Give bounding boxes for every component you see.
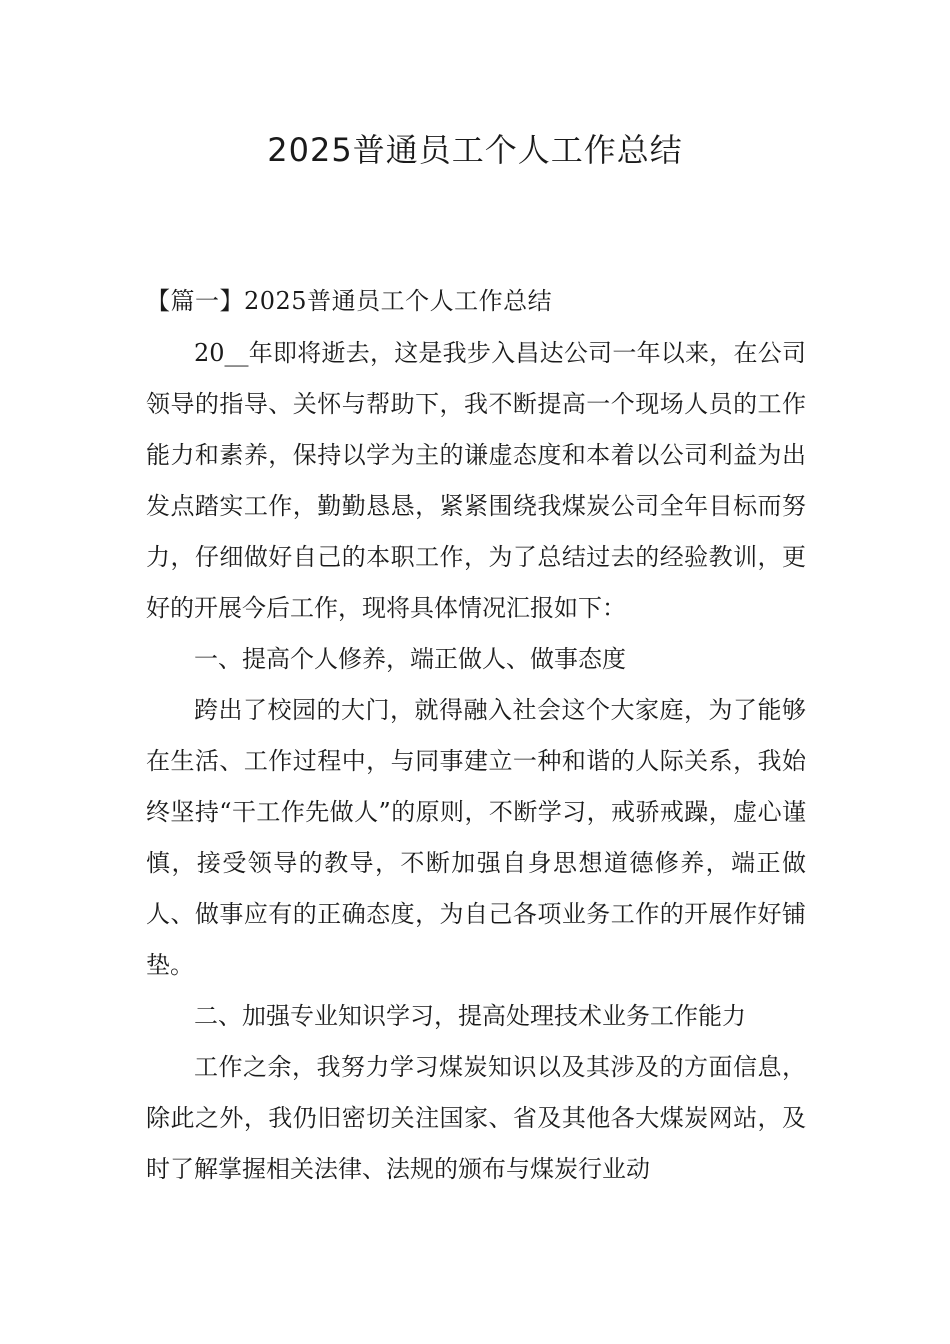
document-body [146, 278, 806, 1195]
paragraph-two: 工作之余，我努力学习煤炭知识以及其涉及的方面信息，除此之外，我仍旧密切关注国家、省及其他各大煤炭网站，及时了解掌握相关法律、法规的颁布与煤炭行业动 [146, 1053, 806, 1183]
section-heading: 【篇一】2025普通员工个人工作总结 [146, 287, 553, 315]
subheading-one: 一、提高个人修养，端正做人、做事态度 [194, 645, 626, 673]
paragraph-intro: 20__年即将逝去，这是我步入昌达公司一年以来，在公司领导的指导、关怀与帮助下，我不断提高一个现场人员的工作能力和素养，保持以学为主的谦虚态度和本着以公司利益为出发点踏实工作，勤勤恳恳，紧紧围绕我煤炭公司全年目标而努力，仔细做好自己的本职工作，为了总结过去的经验教训，更好的开展今后工作，现将具体情况汇报如下： [146, 339, 806, 622]
document-title: 2025普通员工个人工作总结 [267, 131, 683, 169]
paragraph-one: 跨出了校园的大门，就得融入社会这个大家庭，为了能够在生活、工作过程中，与同事建立一种和谐的人际关系，我始终坚持“干工作先做人”的原则，不断学习，戒骄戒躁，虚心谨慎，接受领导的教导，不断加强自身思想道德修养，端正做人、做事应有的正确态度，为自己各项业务工作的开展作好铺垫。 [146, 696, 806, 979]
subheading-two: 二、加强专业知识学习，提高处理技术业务工作能力 [194, 1002, 746, 1030]
